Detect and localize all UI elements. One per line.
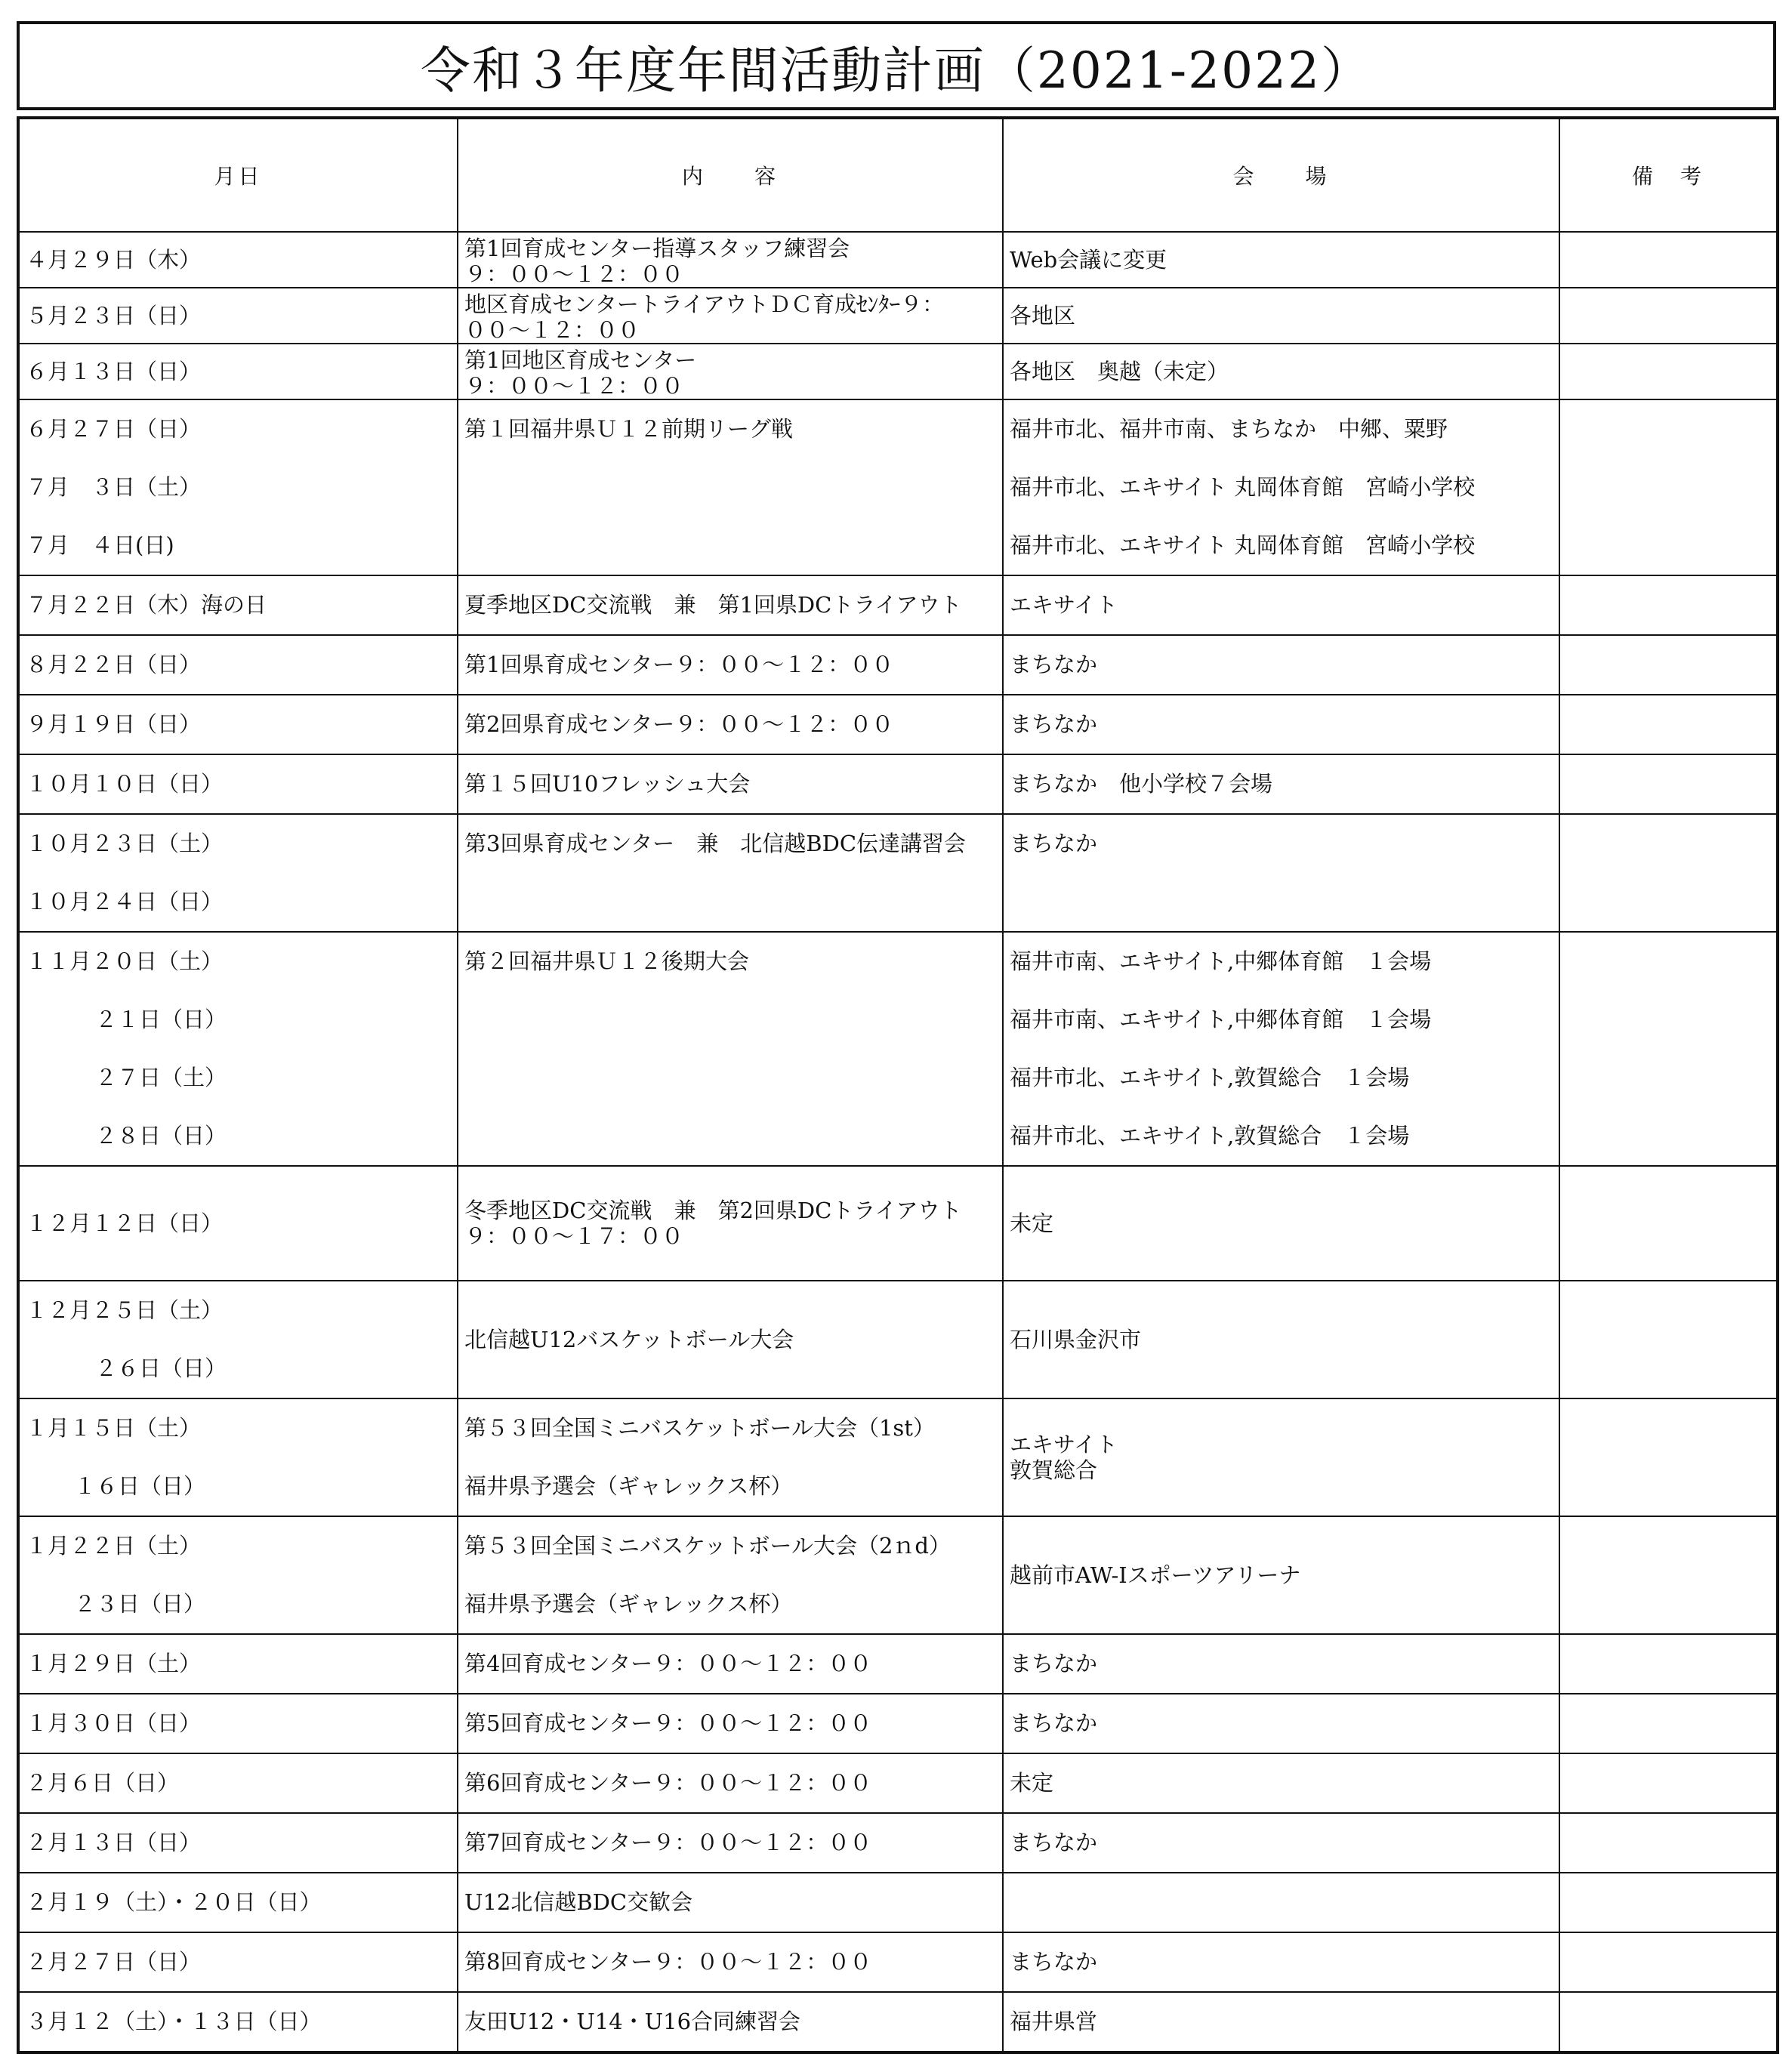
venue-cell xyxy=(1003,399,1559,575)
content-text: 友田U12・U14・U16合同練習会 xyxy=(464,2009,801,2034)
table-row xyxy=(18,575,1778,635)
venue-text: 未定 xyxy=(1010,1210,1054,1236)
content-text: 第２回福井県Ｕ１２後期大会 xyxy=(464,948,750,974)
content-text: 冬季地区DC交流戦 兼 第2回県DCトライアウト xyxy=(464,1198,962,1223)
venue-text: 福井市北、エキサイト 丸岡体育館 宮崎小学校 xyxy=(1010,474,1476,500)
date-text: ２７日（土） xyxy=(95,1065,227,1090)
content-cell xyxy=(458,1398,1003,1516)
venue-text: まちなか xyxy=(1010,831,1098,856)
content-text: 第５３回全国ミニバスケットボール大会（1st） xyxy=(464,1415,935,1441)
date-text: １２月２５日（土） xyxy=(26,1297,224,1323)
date-cell xyxy=(18,1634,458,1694)
table-row xyxy=(18,1634,1778,1694)
table-row xyxy=(18,1398,1778,1516)
notes-cell xyxy=(1559,1992,1778,2052)
venue-text: 福井県営 xyxy=(1010,2009,1098,2034)
content-text: 第1回県育成センター９：００～１２：００ xyxy=(464,652,894,677)
notes-cell xyxy=(1559,1398,1778,1516)
date-cell xyxy=(18,288,458,344)
venue-cell xyxy=(1003,232,1559,288)
table-row xyxy=(18,1516,1778,1634)
date-text: ２月１３日（日） xyxy=(26,1830,202,1855)
notes-cell xyxy=(1559,399,1778,575)
date-text: ７月 ３日（土） xyxy=(26,474,202,500)
venue-text: まちなか xyxy=(1010,1710,1098,1736)
content-text: 福井県予選会（ギャレックス杯） xyxy=(464,1591,793,1617)
venue-cell xyxy=(1003,1813,1559,1873)
date-cell xyxy=(18,814,458,932)
table-row xyxy=(18,932,1778,1166)
venue-text: 各地区 奥越（未定） xyxy=(1010,359,1229,384)
content-text: 第7回育成センター９：００～１２：００ xyxy=(464,1830,872,1855)
content-cell xyxy=(458,1634,1003,1694)
table-row xyxy=(18,635,1778,695)
notes-cell xyxy=(1559,1516,1778,1634)
table-row xyxy=(18,1932,1778,1992)
venue-cell xyxy=(1003,1992,1559,2052)
table-row xyxy=(18,399,1778,575)
notes-cell xyxy=(1559,1873,1778,1932)
venue-text: エキサイト xyxy=(1010,1432,1118,1457)
date-text: １０月２４日（日） xyxy=(26,889,224,914)
content-text: 夏季地区DC交流戦 兼 第1回県DCトライアウト xyxy=(464,592,962,618)
content-text: 福井県予選会（ギャレックス杯） xyxy=(464,1473,793,1499)
venue-text: 福井市北、エキサイト 丸岡体育館 宮崎小学校 xyxy=(1010,532,1476,558)
venue-cell xyxy=(1003,1398,1559,1516)
content-cell xyxy=(458,232,1003,288)
date-text: ８月２２日（日） xyxy=(26,652,202,677)
table-row xyxy=(18,344,1778,399)
venue-text: 未定 xyxy=(1010,1770,1054,1796)
date-cell xyxy=(18,575,458,635)
date-text: １月２９日（土） xyxy=(26,1651,202,1676)
date-cell xyxy=(18,1753,458,1813)
date-text: １月２２日（土） xyxy=(26,1533,202,1559)
date-text: ６月１３日（日） xyxy=(26,359,202,384)
venue-cell xyxy=(1003,695,1559,754)
venue-cell xyxy=(1003,1281,1559,1398)
content-cell xyxy=(458,1873,1003,1932)
notes-cell xyxy=(1559,232,1778,288)
date-text: １６日（日） xyxy=(74,1473,206,1499)
venue-text: 各地区 xyxy=(1010,303,1076,328)
notes-cell xyxy=(1559,1932,1778,1992)
venue-text: 越前市AW-Iスポーツアリーナ xyxy=(1010,1562,1301,1588)
content-text: 第１回福井県Ｕ１２前期リーグ戦 xyxy=(464,416,794,442)
table-row xyxy=(18,232,1778,288)
content-cell xyxy=(458,1753,1003,1813)
table-row xyxy=(18,1281,1778,1398)
content-text: U12北信越BDC交歓会 xyxy=(464,1889,693,1915)
date-text: ７月２２日（木）海の日 xyxy=(26,592,267,618)
header-row xyxy=(18,118,1778,232)
date-text: ２月６日（日） xyxy=(26,1770,180,1796)
date-text: ２３日（日） xyxy=(74,1591,206,1617)
date-cell xyxy=(18,932,458,1166)
header-venue: 会 場 xyxy=(1003,118,1559,232)
venue-text: まちなか 他小学校７会場 xyxy=(1010,771,1273,797)
venue-text: 福井市南、エキサイト,中郷体育館 １会場 xyxy=(1010,1007,1432,1032)
schedule-table xyxy=(17,116,1779,2054)
venue-cell xyxy=(1003,635,1559,695)
table-row xyxy=(18,1813,1778,1873)
date-text: ２８日（日） xyxy=(95,1123,227,1149)
venue-cell xyxy=(1003,932,1559,1166)
date-cell xyxy=(18,635,458,695)
date-cell xyxy=(18,1398,458,1516)
content-text: 第2回県育成センター９：００～１２：００ xyxy=(464,711,894,737)
notes-cell xyxy=(1559,1281,1778,1398)
date-cell xyxy=(18,1166,458,1281)
content-cell xyxy=(458,814,1003,932)
content-text: 第1回育成センター指導スタッフ練習会 xyxy=(464,236,850,261)
table-row xyxy=(18,754,1778,814)
venue-cell xyxy=(1003,1932,1559,1992)
date-text: １０月２３日（土） xyxy=(26,831,224,856)
content-cell xyxy=(458,695,1003,754)
date-cell xyxy=(18,1932,458,1992)
content-cell xyxy=(458,344,1003,399)
venue-text: 福井市北、福井市南、まちなか 中郷、粟野 xyxy=(1010,416,1448,442)
table-row xyxy=(18,1873,1778,1932)
table-row xyxy=(18,814,1778,932)
date-cell xyxy=(18,1873,458,1932)
date-cell xyxy=(18,344,458,399)
schedule-sheet xyxy=(17,21,1776,2054)
page-title: 令和３年度年間活動計画（2021-2022） xyxy=(420,41,1373,100)
content-cell xyxy=(458,1992,1003,2052)
table-row xyxy=(18,1753,1778,1813)
venue-text: まちなか xyxy=(1010,1949,1098,1975)
content-cell xyxy=(458,1166,1003,1281)
content-cell xyxy=(458,635,1003,695)
venue-text: エキサイト xyxy=(1010,592,1118,618)
table-row xyxy=(18,1992,1778,2052)
notes-cell xyxy=(1559,1813,1778,1873)
date-text: １１月２０日（土） xyxy=(26,948,224,974)
date-text: ９月１９日（日） xyxy=(26,711,202,737)
venue-cell xyxy=(1003,288,1559,344)
notes-cell xyxy=(1559,1694,1778,1753)
content-cell xyxy=(458,1694,1003,1753)
date-cell xyxy=(18,754,458,814)
date-text: ７月 ４日(日) xyxy=(26,532,174,558)
notes-cell xyxy=(1559,1753,1778,1813)
venue-cell xyxy=(1003,1166,1559,1281)
notes-cell xyxy=(1559,1166,1778,1281)
date-cell xyxy=(18,1813,458,1873)
header-content: 内 容 xyxy=(458,118,1003,232)
notes-cell xyxy=(1559,754,1778,814)
date-cell xyxy=(18,1516,458,1634)
date-text: １０月１０日（日） xyxy=(26,771,224,797)
content-text: 第１５回U10フレッシュ大会 xyxy=(464,771,751,797)
date-text: ３月１２（土）・１３日（日） xyxy=(26,2009,322,2034)
venue-text: まちなか xyxy=(1010,1830,1098,1855)
venue-text: 福井市北、エキサイト,敦賀総合 １会場 xyxy=(1010,1123,1410,1149)
content-cell xyxy=(458,1932,1003,1992)
content-text: 北信越U12バスケットボール大会 xyxy=(464,1327,794,1352)
date-cell xyxy=(18,695,458,754)
notes-cell xyxy=(1559,695,1778,754)
date-cell xyxy=(18,399,458,575)
venue-text: まちなか xyxy=(1010,1651,1098,1676)
content-cell xyxy=(458,1813,1003,1873)
date-cell xyxy=(18,1992,458,2052)
table-row xyxy=(18,695,1778,754)
date-text: １月１５日（土） xyxy=(26,1415,202,1441)
content-text: 地区育成センタートライアウトＤＣ育成ｾﾝﾀｰ９： xyxy=(464,291,945,317)
content-cell xyxy=(458,932,1003,1166)
content-text: 第1回地区育成センター xyxy=(464,347,697,373)
venue-cell xyxy=(1003,754,1559,814)
date-text: １月３０日（日） xyxy=(26,1710,202,1736)
content-text: 第8回育成センター９：００～１２：００ xyxy=(464,1949,872,1975)
date-text: ２月１９（土）・２０日（日） xyxy=(26,1889,322,1915)
header-notes: 備 考 xyxy=(1559,118,1778,232)
content-text: 第6回育成センター９：００～１２：００ xyxy=(464,1770,872,1796)
venue-text xyxy=(1010,1873,1553,1932)
content-cell xyxy=(458,1516,1003,1634)
header-date: 月日 xyxy=(18,118,458,232)
content-cell xyxy=(458,288,1003,344)
venue-cell xyxy=(1003,1516,1559,1634)
venue-text: 敦賀総合 xyxy=(1010,1457,1098,1483)
date-text: ２６日（日） xyxy=(95,1355,227,1381)
venue-text: まちなか xyxy=(1010,711,1098,737)
notes-cell xyxy=(1559,814,1778,932)
content-cell xyxy=(458,1281,1003,1398)
notes-cell xyxy=(1559,635,1778,695)
date-text: ６月２７日（日） xyxy=(26,416,202,442)
date-cell xyxy=(18,232,458,288)
venue-cell xyxy=(1003,814,1559,932)
table-row xyxy=(18,288,1778,344)
content-cell xyxy=(458,575,1003,635)
notes-cell xyxy=(1559,932,1778,1166)
venue-cell xyxy=(1003,575,1559,635)
content-text: 第4回育成センター９：００～１２：００ xyxy=(464,1651,872,1676)
content-text: 第5回育成センター９：００～１２：００ xyxy=(464,1710,872,1736)
venue-text: Web会議に変更 xyxy=(1010,247,1167,273)
table-row xyxy=(18,1166,1778,1281)
date-text: ２月２７日（日） xyxy=(26,1949,202,1975)
content-text: 第５３回全国ミニバスケットボール大会（2ｎd） xyxy=(464,1533,951,1559)
venue-cell xyxy=(1003,1694,1559,1753)
notes-cell xyxy=(1559,1634,1778,1694)
content-text: ９：００～１２：００ xyxy=(464,373,684,399)
content-text: 第3回県育成センター 兼 北信越BDC伝達講習会 xyxy=(464,831,967,856)
venue-text: 福井市南、エキサイト,中郷体育館 １会場 xyxy=(1010,948,1432,974)
date-text: ２１日（日） xyxy=(95,1007,227,1032)
content-text: ９：００～１７：００ xyxy=(464,1223,684,1249)
date-cell xyxy=(18,1281,458,1398)
venue-cell xyxy=(1003,1634,1559,1694)
title-box xyxy=(17,21,1776,110)
date-cell xyxy=(18,1694,458,1753)
venue-cell xyxy=(1003,1873,1559,1932)
content-text: ００～１２：００ xyxy=(464,317,640,343)
notes-cell xyxy=(1559,288,1778,344)
content-cell xyxy=(458,754,1003,814)
venue-text: 福井市北、エキサイト,敦賀総合 １会場 xyxy=(1010,1065,1410,1090)
notes-cell xyxy=(1559,575,1778,635)
date-text: ５月２３日（日） xyxy=(26,303,202,328)
notes-cell xyxy=(1559,344,1778,399)
table-row xyxy=(18,1694,1778,1753)
content-text: ９：００～１２：００ xyxy=(464,261,684,287)
venue-text: まちなか xyxy=(1010,652,1098,677)
venue-cell xyxy=(1003,344,1559,399)
venue-text: 石川県金沢市 xyxy=(1010,1327,1142,1352)
venue-cell xyxy=(1003,1753,1559,1813)
content-cell xyxy=(458,399,1003,575)
date-text: １２月１２日（日） xyxy=(26,1210,224,1236)
date-text: ４月２９日（木） xyxy=(26,247,202,273)
